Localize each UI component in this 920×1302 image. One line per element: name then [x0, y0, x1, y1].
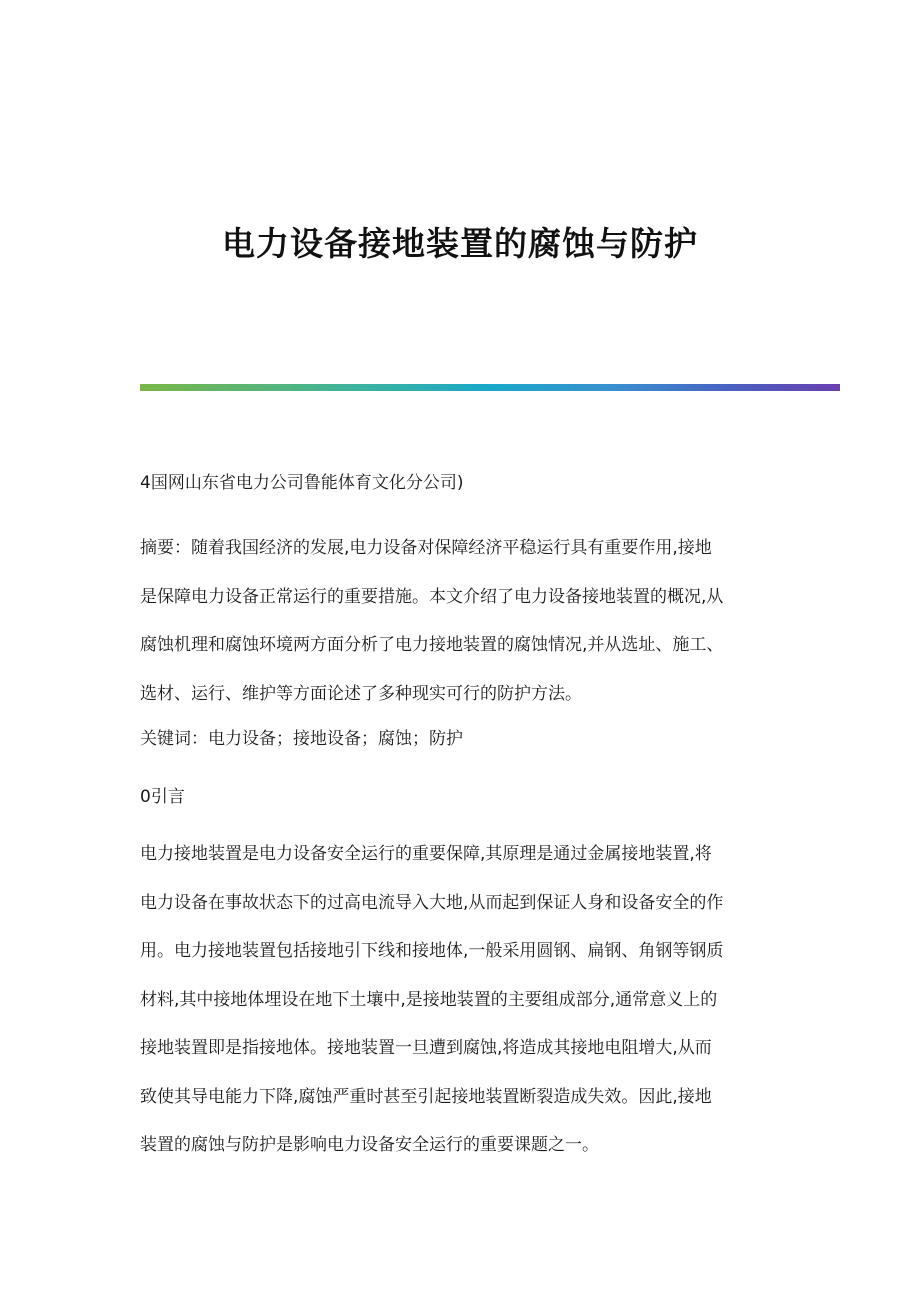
abstract-paragraph — [140, 524, 780, 718]
intro-line: 电力接地装置是电力设备安全运行的重要保障,其原理是通过金属接地装置,将 — [140, 844, 712, 864]
abstract-line: 选材、运行、维护等方面论述了多种现实可行的防护方法。 — [140, 683, 582, 704]
intro-line: 用。电力接地装置包括接地引下线和接地体,一般采用圆钢、扁钢、角钢等钢质 — [140, 941, 724, 961]
abstract-line: 腐蚀机理和腐蚀环境两方面分析了电力接地装置的腐蚀情况,并从选址、施工、 — [140, 635, 724, 655]
author-affiliation: 4国网山东省电力公司鲁能体育文化分公司) — [140, 473, 464, 493]
intro-line: 接地装置即是指接地体。接地装置一旦遭到腐蚀,将造成其接地电阻增大,从而 — [140, 1038, 712, 1058]
introduction-paragraph — [140, 830, 780, 1170]
abstract-line: 是保障电力设备正常运行的重要措施。本文介绍了电力设备接地装置的概况,从 — [140, 586, 724, 607]
document-title: 电力设备接地装置的腐蚀与防护 — [222, 224, 698, 263]
abstract-line: 摘要：随着我国经济的发展,电力设备对保障经济平稳运行具有重要作用,接地 — [140, 538, 712, 558]
section-heading: 0引言 — [140, 787, 185, 807]
intro-line: 装置的腐蚀与防护是影响电力设备安全运行的重要课题之一。 — [140, 1135, 599, 1155]
intro-line: 电力设备在事故状态下的过高电流导入大地,从而起到保证人身和设备安全的作 — [140, 892, 724, 913]
keywords-line: 关键词：电力设备；接地设备；腐蚀；防护 — [140, 729, 463, 749]
intro-line: 致使其导电能力下降,腐蚀严重时甚至引起接地装置断裂造成失效。因此,接地 — [140, 1086, 712, 1107]
title-divider — [140, 384, 840, 391]
intro-line: 材料,其中接地体埋设在地下土壤中,是接地装置的主要组成部分,通常意义上的 — [140, 989, 718, 1010]
